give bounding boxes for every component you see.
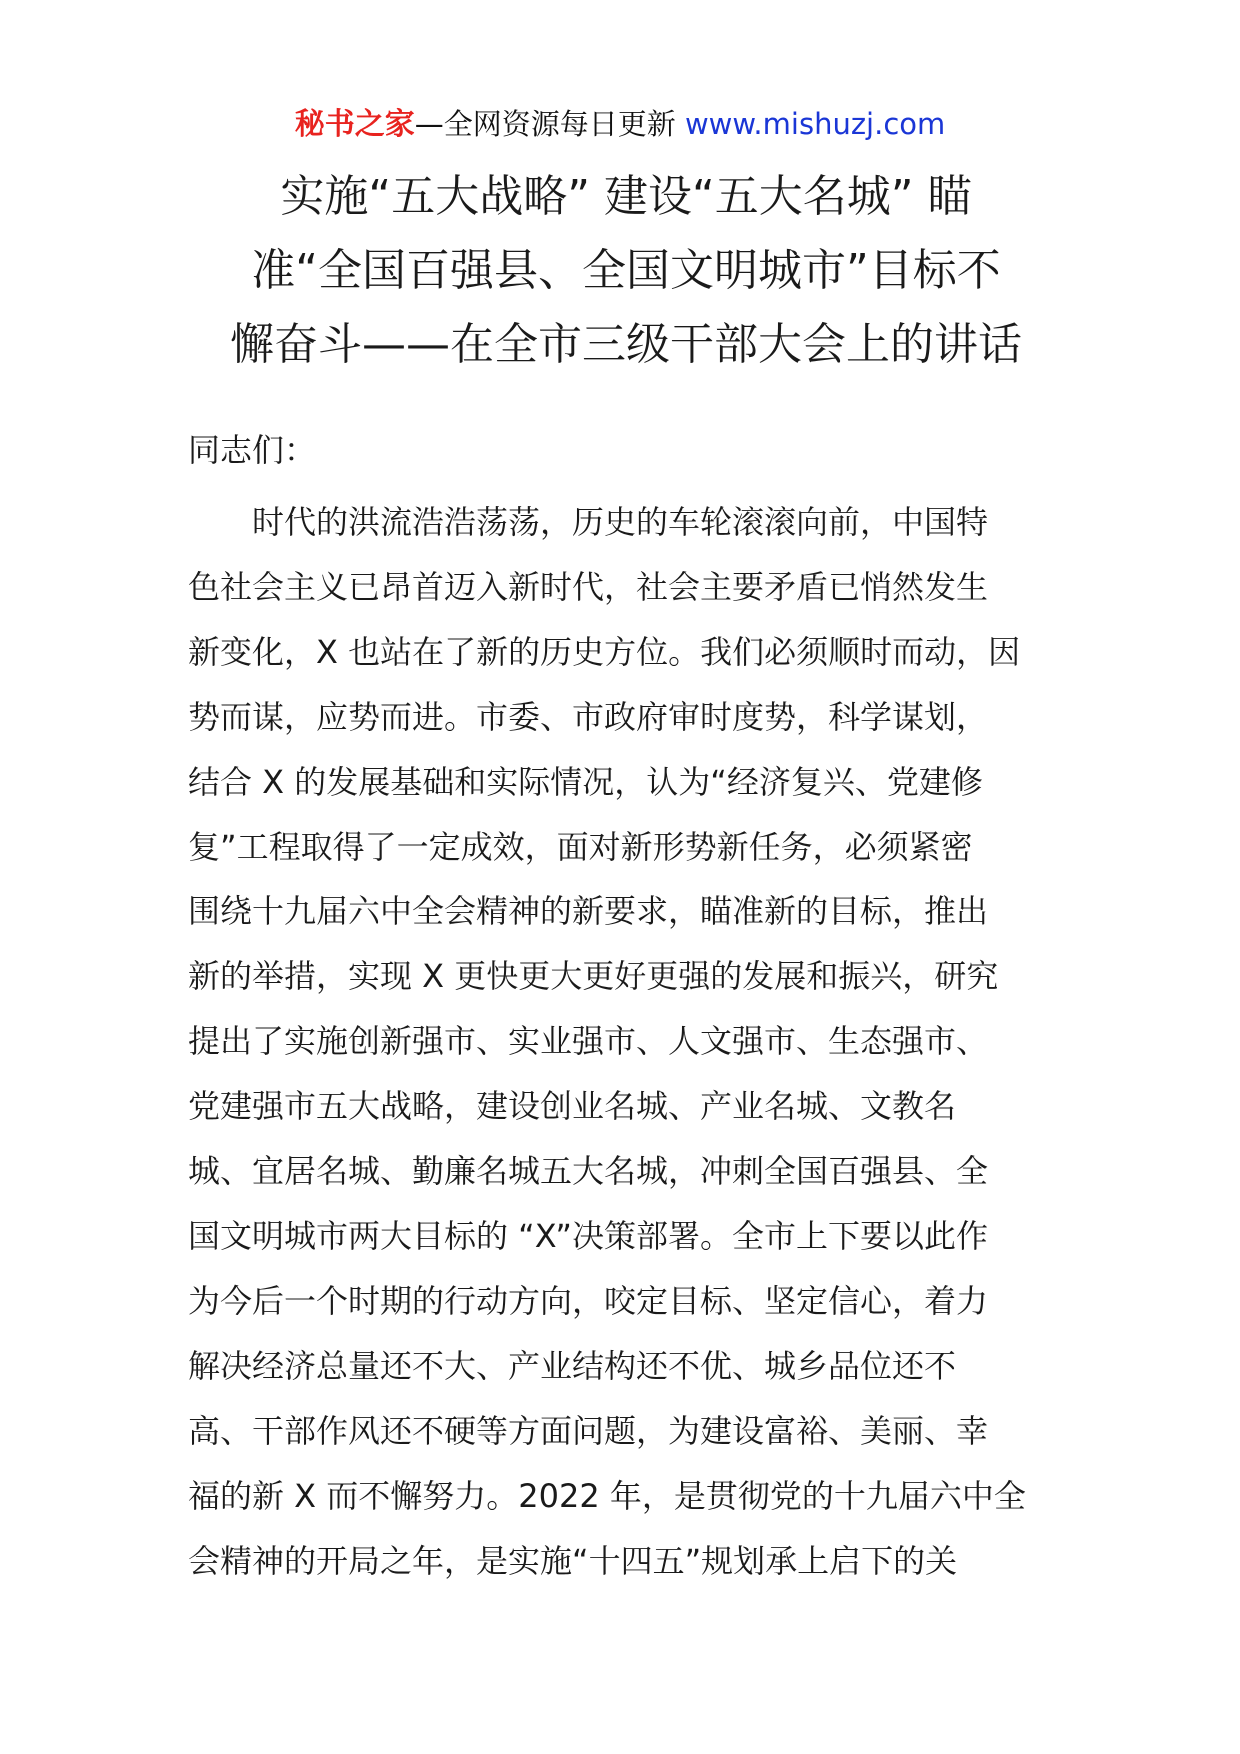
body-line: 新变化，X 也站在了新的历史方位。我们必须顺时而动，因 xyxy=(188,632,1021,671)
body-line: 新的举措，实现 X 更快更大更好更强的发展和振兴，研究 xyxy=(188,957,999,996)
body-line: 结合 X 的发展基础和实际情况，认为“经济复兴、党建修 xyxy=(188,762,983,801)
body-line: 国文明城市两大目标的 “X”决策部署。全市上下要以此作 xyxy=(188,1216,988,1255)
title-line: 懈奋斗——在全市三级干部大会上的讲话 xyxy=(230,319,1022,370)
body-line: 会精神的开局之年，是实施“十四五”规划承上启下的关 xyxy=(188,1541,958,1580)
body-line: 为今后一个时期的行动方向，咬定目标、坚定信心，着力 xyxy=(188,1281,989,1320)
body-line: 围绕十九届六中全会精神的新要求，瞄准新的目标，推出 xyxy=(188,892,989,931)
brand-name: 秘书之家 xyxy=(294,107,415,142)
body-line: 福的新 X 而不懈努力。2022 年，是贯彻党的十九届六中全 xyxy=(188,1476,1026,1515)
header-tagline: —全网资源每日更新 xyxy=(414,107,685,141)
site-header xyxy=(0,104,1240,145)
body-paragraph xyxy=(188,490,1054,1593)
body-line: 色社会主义已昂首迈入新时代，社会主要矛盾已悄然发生 xyxy=(188,567,989,606)
body-line: 提出了实施创新强市、实业强市、人文强市、生态强市、 xyxy=(188,1022,989,1061)
body-line: 时代的洪流浩浩荡荡，历史的车轮滚滚向前，中国特 xyxy=(188,503,989,541)
site-url-link[interactable]: www.mishuzj.com xyxy=(684,107,946,141)
title-line: 实施“五大战略” 建设“五大名城” 瞄 xyxy=(280,171,972,222)
title-line: 准“全国百强县、全国文明城市”目标不 xyxy=(251,245,1001,296)
salutation: 同志们： xyxy=(188,431,317,469)
document-title xyxy=(206,160,1046,382)
body-line: 复”工程取得了一定成效，面对新形势新任务，必须紧密 xyxy=(188,827,973,866)
body-line: 党建强市五大战略，建设创业名城、产业名城、文教名 xyxy=(188,1087,957,1126)
body-line: 高、干部作风还不硬等方面问题，为建设富裕、美丽、幸 xyxy=(188,1411,989,1450)
body-line: 解决经济总量还不大、产业结构还不优、城乡品位还不 xyxy=(188,1346,957,1385)
body-line: 城、宜居名城、勤廉名城五大名城，冲刺全国百强县、全 xyxy=(188,1152,989,1191)
body-line: 势而谋，应势而进。市委、市政府审时度势，科学谋划， xyxy=(188,697,989,736)
